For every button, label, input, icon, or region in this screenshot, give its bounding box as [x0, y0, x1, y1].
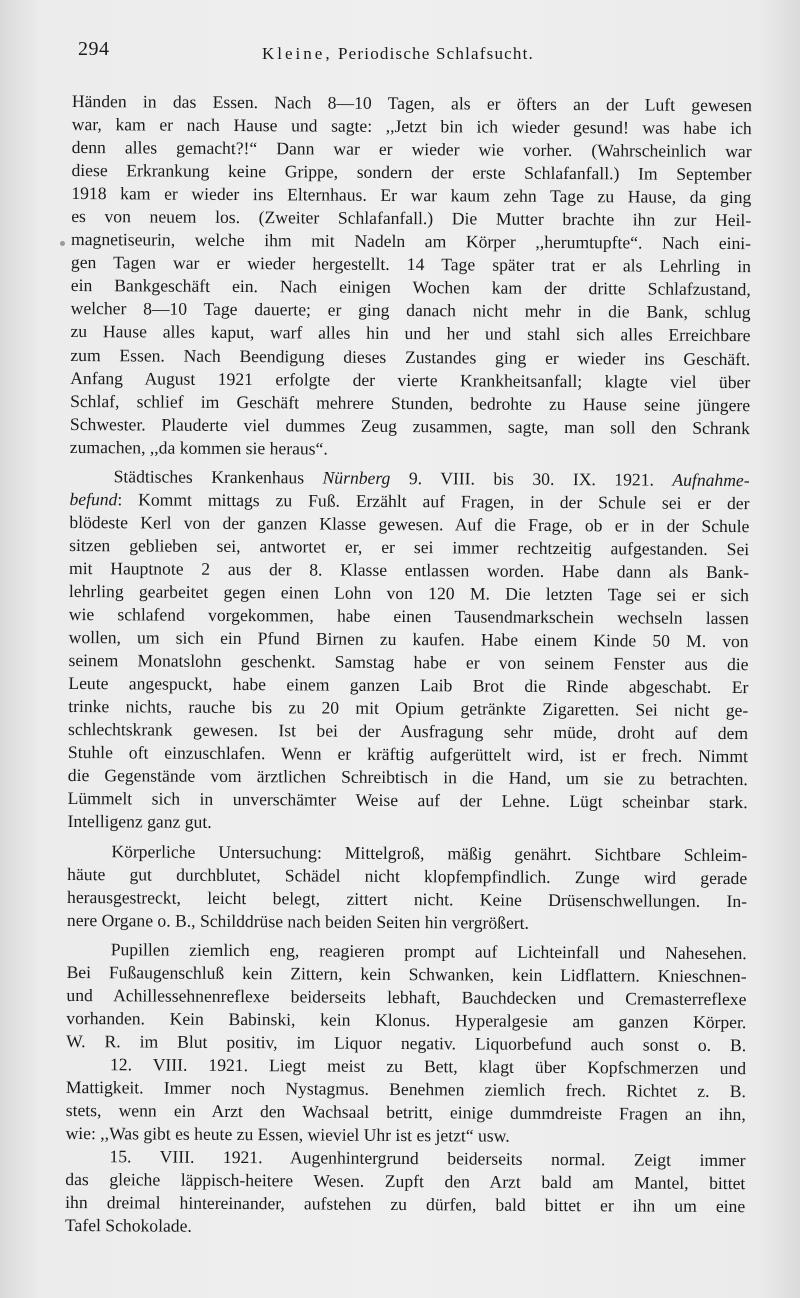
- text-line: und Achillessehnenreflexe beiderseits lebhaft, Bauchdecken und Cremasterreflexe: [66, 984, 747, 1009]
- text-line: blödeste Kerl von der ganzen Klasse gewesen. Auf die Frage, ob er in der Schule: [69, 511, 750, 536]
- text-line: war, kam er nach Hause und sagte: ,,Jetzt bin ich wieder gesund! was habe ich: [71, 114, 752, 139]
- paragraph-1: [70, 90, 752, 463]
- text-line: Händen in das Essen. Nach 8—10 Tagen, als er öfters an der Luft gewesen: [71, 90, 752, 116]
- text-line: lehrling gearbeitet gegen einen Lohn von 120 M. Die letzten Tage sei er sich: [68, 580, 749, 606]
- text-run: 9. VIII. bis 30. IX. 1921.: [390, 467, 673, 490]
- text-line: herausgestreckt, leicht belegt, zittert nicht. Keine Drüsenschwellungen. In-: [67, 886, 748, 911]
- text-line: zum Essen. Nach Beendigung dieses Zustandes ging er wieder ins Geschäft.: [70, 344, 751, 369]
- paragraph-3: [67, 839, 748, 935]
- text-line: Leute angespuckt, habe einem ganzen Laib Brot die Rinde abgeschabt. Er: [68, 673, 749, 698]
- paragraph-2: [67, 465, 749, 838]
- text-line: es von neuem los. (Zweiter Schlafanfall.) Die Mutter brachte ihn zur Heil-: [71, 206, 752, 231]
- text-line: stets, wenn ein Arzt den Wachsaal betritt, einige dummdreiste Fragen an ihn,: [65, 1099, 746, 1125]
- city-name: Nürnberg: [322, 467, 391, 488]
- text-line: Mattigkeit. Immer noch Nystagmus. Benehmen ziemlich frech. Richtet z. B.: [65, 1076, 746, 1102]
- text-line: 1918 kam er wieder ins Elternhaus. Er war kaum zehn Tage zu Hause, da ging: [71, 183, 752, 208]
- text-line: Pupillen ziemlich eng, reagieren prompt auf Lichteinfall und Nahesehen.: [110, 938, 747, 963]
- section-term: befund: [69, 488, 118, 510]
- paragraph-6: [65, 1145, 746, 1241]
- text-line: magnetiseurin, welche ihm mit Nadeln am Körper ,,herumtupfte“. Nach eini-: [71, 229, 752, 254]
- text-line: Stuhle oft einzuschlafen. Wenn er kräftig aufgerüttelt wird, ist er frech. Nimmt: [67, 742, 749, 767]
- text-line: das gleiche läppisch-heitere Wesen. Zupft den Arzt bald am Mantel, bittet: [65, 1169, 746, 1194]
- text-line: Bei Fußaugenschluß kein Zittern, kein Schwanken, kein Lidflattern. Knieschnen-: [66, 961, 747, 986]
- text-line: Anfang August 1921 erfolgte der vierte Krankheitsanfall; klagte viel über: [70, 367, 751, 392]
- text-line: 15. VIII. 1921. Augenhintergrund beiderseits normal. Zeigt immer: [109, 1146, 746, 1171]
- text-line: Tafel Schokolade.: [65, 1215, 192, 1237]
- text-run: : Kommt mittags zu Fuß. Erzählt auf Fragen, in der Schule sei er der: [117, 489, 750, 513]
- text-line: ein Bankgeschäft ein. Nach einigen Wochen kam der dritte Schlafzustand,: [70, 275, 751, 300]
- page-number: 294: [78, 38, 110, 60]
- print-speck: [60, 241, 65, 246]
- text-line: W. R. im Blut positiv, im Liquor negativ. Liquorbefund auch sonst o. B.: [66, 1030, 747, 1056]
- text-line: vorhanden. Kein Babinski, kein Klonus. Hyperalgesie am ganzen Körper.: [66, 1007, 747, 1032]
- text-line: seinem Monatslohn geschenkt. Samstag habe er von seinem Fenster aus die: [68, 650, 749, 675]
- running-title-text: Periodische Schlafsucht.: [338, 44, 534, 63]
- text-line: Schwester. Plauderte viel dummes Zeug zusammen, sagte, man soll den Schrank: [69, 413, 751, 438]
- paragraph-4: [66, 938, 747, 1057]
- text-line: gen Tagen war er wieder hergestellt. 14 Tage später trat er als Lehrling in: [70, 252, 751, 277]
- text-line: mit Hauptnote 2 aus der 8. Klasse entlassen worden. Habe dann als Bank-: [69, 557, 750, 583]
- body-text: [65, 90, 752, 1241]
- text-line: welcher 8—10 Tage dauerte; er ging danach nicht mehr in die Bank, schlug: [70, 298, 751, 323]
- text-line: sitzen geblieben sei, antwortet er, er sei immer rechtzeitig aufgestanden. Sei: [69, 534, 750, 560]
- text-line: Schlaf, schlief im Geschäft mehrere Stunden, bedrohte zu Hause seine jüngere: [70, 390, 751, 415]
- text-line: zumachen, ,,da kommen sie heraus“.: [69, 436, 328, 459]
- text-line: die Gegenstände vom ärztlichen Schreibtisch in die Hand, um sie zu betrachten.: [67, 765, 748, 790]
- text-line: denn alles gemacht?!“ Dann war er wieder wie vorher. (Wahrscheinlich war: [71, 137, 752, 162]
- text-line: nere Organe o. B., Schilddrüse nach beiden Seiten hin vergrößert.: [66, 909, 530, 933]
- text-line: zu Hause alles kaput, warf alles hin und her und stahl sich alles Erreichbare: [70, 321, 751, 346]
- page-header: [72, 38, 762, 72]
- text-line: häute gut durchblutet, Schädel nicht klopfempfindlich. Zunge wird gerade: [67, 863, 748, 888]
- text-line: 12. VIII. 1921. Liegt meist zu Bett, klagt über Kopfschmerzen und: [109, 1054, 747, 1079]
- text-line: wie: ,,Was gibt es heute zu Essen, wieviel Uhr ist es jetzt“ usw.: [65, 1123, 510, 1146]
- text-line: trinke nichts, rauche bis zu 20 mit Opium getränkte Zigaretten. Sei nicht ge-: [68, 696, 749, 721]
- text-run: Städtisches Krankenhaus: [113, 466, 323, 488]
- paragraph-5: [66, 1053, 747, 1149]
- text-line: Lümmelt sich in unverschämter Weise auf der Lehne. Lügt scheinbar stark.: [67, 788, 748, 813]
- text-line: schlechtskrank gewesen. Ist bei der Ausfragung sehr müde, droht auf dem: [68, 719, 749, 744]
- running-title-author: Kleine,: [262, 44, 333, 63]
- running-title: [262, 44, 534, 64]
- text-line: ihn dreimal hintereinander, aufstehen zu dürfen, bald bittet er ihn um eine: [65, 1192, 746, 1217]
- text-line: diese Erkrankung keine Grippe, sondern der erste Schlafanfall.) Im September: [71, 160, 752, 185]
- text-line: Körperliche Untersuchung: Mittelgroß, mäßig genährt. Sichtbare Schleim-: [111, 840, 748, 865]
- text-line: wie schlafend vorgekommen, habe einen Tausendmarkschein wechseln lassen: [68, 604, 749, 629]
- text-line: wollen, um sich ein Pfund Birnen zu kaufen. Habe einem Kinde 50 M. von: [68, 627, 749, 652]
- section-term: Aufnahme-: [672, 469, 750, 490]
- text-line: Intelligenz ganz gut.: [67, 811, 212, 833]
